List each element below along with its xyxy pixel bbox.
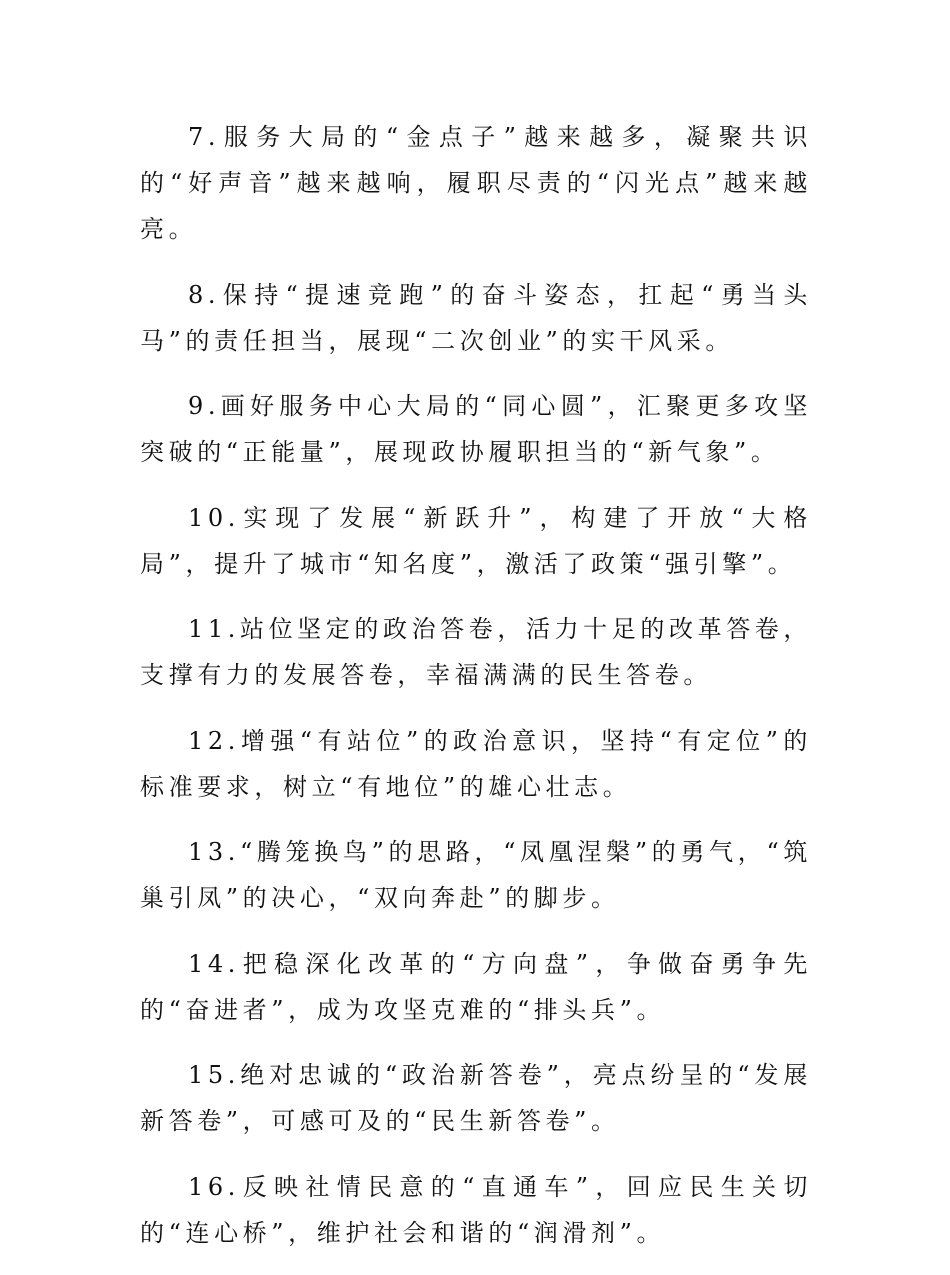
paragraph-16: 16.反映社情民意的“直通车”，回应民生关切的“连心桥”，维护社会和谐的“润滑剂”。 [140,1172,812,1247]
paragraph-11: 11.站位坚定的政治答卷，活力十足的改革答卷，支撑有力的发展答卷，幸福满满的民生答卷。 [140,615,812,689]
paragraph-10: 10.实现了发展“新跃升”，构建了开放“大格局”，提升了城市“知名度”，激活了政策“强引擎”。 [140,503,812,578]
paragraph-13: 13.“腾笼换鸟”的思路，“凤凰涅槃”的勇气，“筑巢引凤”的决心，“双向奔赴”的脚步。 [140,838,812,912]
paragraph-7: 7.服务大局的“金点子”越来越多，凝聚共识的“好声音”越来越响，履职尽责的“闪光点”越来越亮。 [140,123,812,243]
paragraph-9: 9.画好服务中心大局的“同心圆”，汇聚更多攻坚突破的“正能量”，展现政协履职担当的“新气象”。 [140,392,812,466]
paragraph-8: 8.保持“提速竞跑”的奋斗姿态，扛起“勇当头马”的责任担当，展现“二次创业”的实干风采。 [140,280,812,355]
paragraph-15: 15.绝对忠诚的“政治新答卷”，亮点纷呈的“发展新答卷”，可感可及的“民生新答卷”。 [140,1061,812,1135]
document-body [140,114,812,1275]
paragraph-12: 12.增强“有站位”的政治意识，坚持“有定位”的标准要求，树立“有地位”的雄心壮志。 [140,726,812,801]
paragraph-14: 14.把稳深化改革的“方向盘”，争做奋勇争先的“奋进者”，成为攻坚克难的“排头兵”。 [140,949,812,1024]
